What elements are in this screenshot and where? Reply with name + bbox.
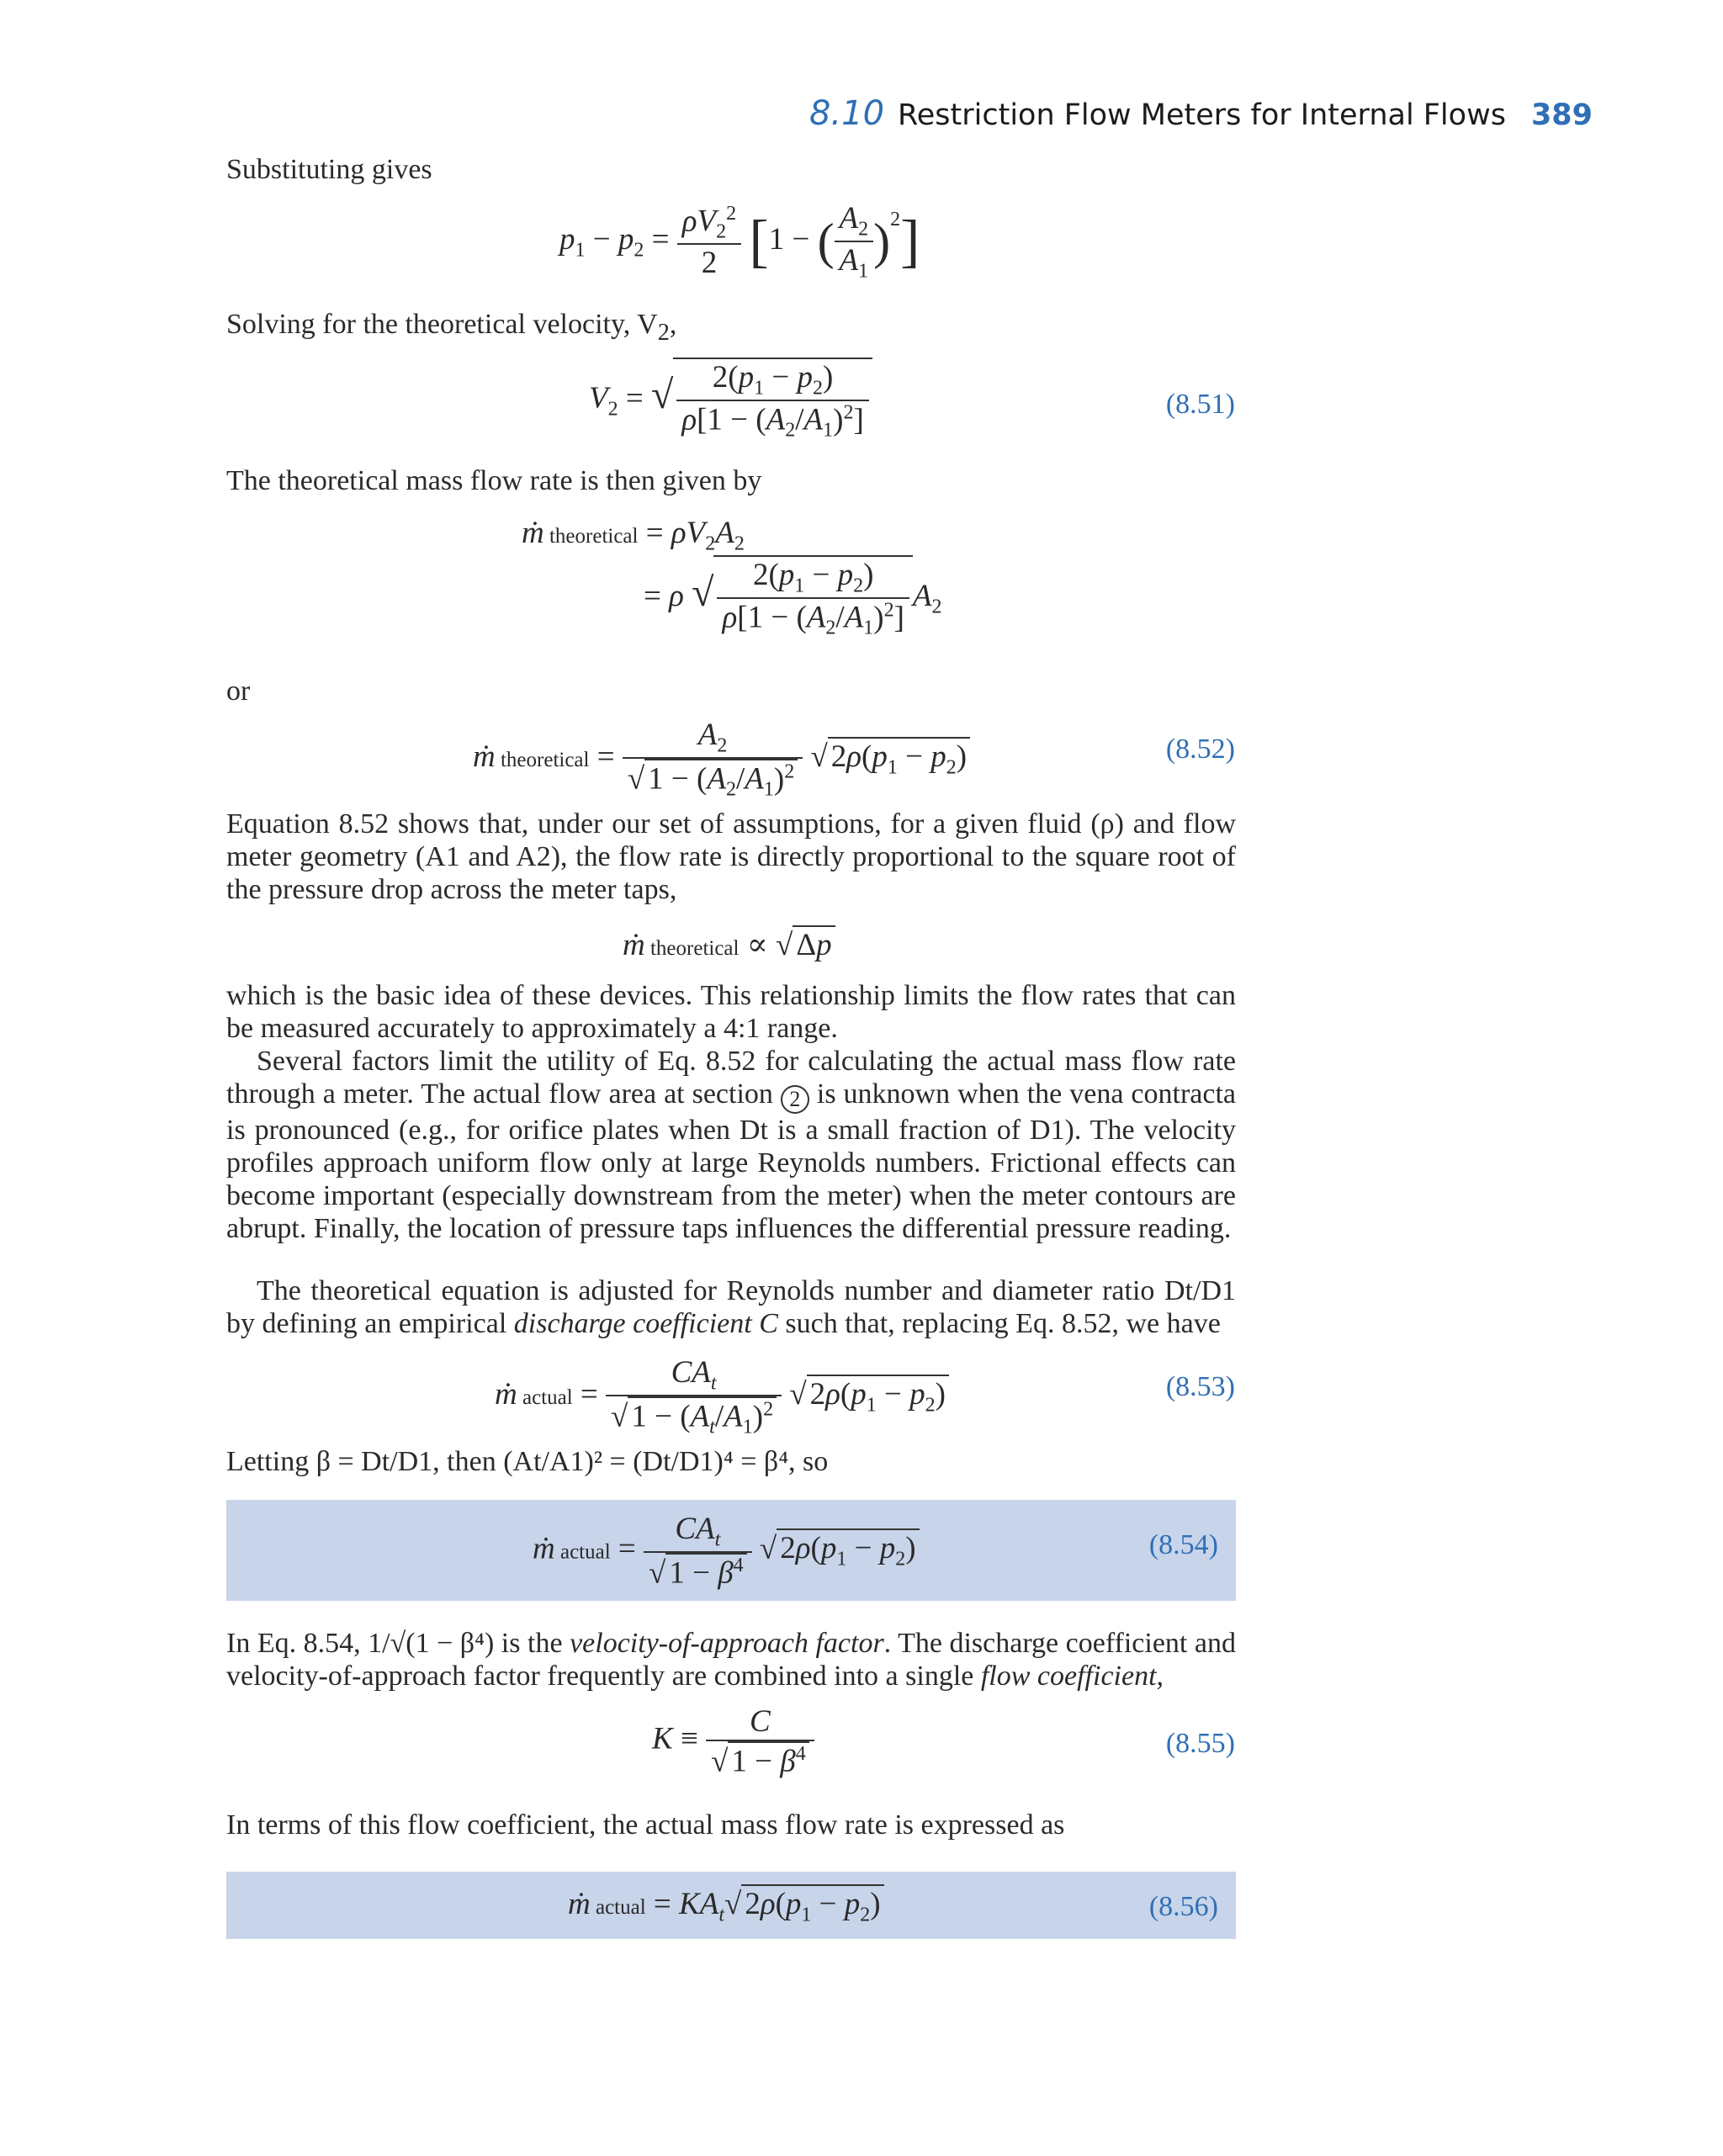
equation-mdot-rhova: ṁ theoretical = $\rho V_2A_2$: [522, 516, 745, 555]
equation-8-54: ṁ actual = $\frac{CA_t}{√ 1 - \beta^4}$ √ $2\rho(p_1 - p_2)$: [533, 1511, 920, 1592]
equation-mdot-sqrt: = ρ √ $\frac{2(p_1 - p_2)}{\rho[1 - (A_2/A_1)^2]}$ $A_2$: [644, 555, 942, 640]
equation-number-8-52: (8.52): [1165, 734, 1235, 765]
equation-8-53: ṁ actual = $\frac{CA_t}{√ 1 - (A_t/A_1)^2}$ √ $2\rho(p_1 - p_2)$: [495, 1354, 949, 1439]
paragraph-in-terms: In terms of this flow coefficient, the actual mass flow rate is expressed as: [226, 1809, 1065, 1841]
paragraph-letting-beta: Letting β = Dt/D1, then (At/A1)² = (Dt/D1)⁴ = β⁴, so: [226, 1446, 829, 1477]
equation-number-8-56: (8.56): [1148, 1891, 1218, 1922]
page-number: 389: [1530, 98, 1593, 132]
equation-8-51: $V_2$ = √ $\frac{2(p_1 - p_2)}{\rho[1 - (A_2/A_1)^2]}$: [589, 358, 872, 442]
equation-8-56: ṁ actual = $KA_t√$ $2\rho(p_1 - p_2)$: [568, 1884, 884, 1926]
paragraph-discharge-coefficient: The theoretical equation is adjusted for Reynolds number and diameter ratio Dt/D1 by defining an empirical discharge coefficient C such that, replacing Eq. 8.52, we have: [226, 1275, 1236, 1339]
equation-number-8-55: (8.55): [1165, 1728, 1235, 1759]
section-title: Restriction Flow Meters for Internal Flows: [898, 98, 1506, 132]
paragraph-basic-idea: which is the basic idea of these devices. This relationship limits the flow rates that can be measured accurately to approximately a 4:1 range.: [226, 980, 1236, 1044]
equation-number-8-53: (8.53): [1165, 1371, 1235, 1402]
equation-pressure-drop: $p_1 - p_2$ = $\frac{\rho V_2^2}{2}$ [1 − ( $\frac{A_2}{A_1}$ )$^2$]: [559, 201, 920, 283]
paragraph-or: or: [226, 675, 251, 707]
running-header: [809, 94, 1593, 133]
equation-proportional: ṁ theoretical ∝ √ Δp: [623, 925, 835, 963]
paragraph-velocity-of-approach: In Eq. 8.54, 1/√(1 − β⁴) is the velocity-of-approach factor. The discharge coefficient and velocity-of-approach factor frequently are combined into a single flow coefficient,: [226, 1628, 1236, 1692]
paragraph-solving: Solving for the theoretical velocity, $V_2$,: [226, 309, 677, 346]
equation-8-55: K ≡ $\frac{C}{√ 1 - \beta^4}$: [652, 1703, 814, 1779]
paragraph-eq852-shows: Equation 8.52 shows that, under our set of assumptions, for a given fluid (ρ) and flow meter geometry (A1 and A2), the flow rate is directly proportional to the square root of the pressure drop across the meter taps,: [226, 808, 1236, 905]
paragraph-theoretical-mass: The theoretical mass flow rate is then given by: [226, 465, 762, 496]
section-number: 8.10: [808, 94, 885, 133]
equation-number-8-54: (8.54): [1148, 1529, 1218, 1560]
equation-8-52: ṁ theoretical = $\frac{A_2}{√ 1 - (A_2/A_1)^2}$ √ $2\rho(p_1 - p_2)$: [473, 717, 970, 802]
paragraph-several-factors: Several factors limit the utility of Eq. 8.52 for calculating the actual mass flow rate through a meter. The actual flow area at section 2 is unknown when the vena contracta is pronounced (e.g., for orifice plates when Dt is a small fraction of D1). The velocity profiles approach uniform flow only at large Reynolds numbers. Frictional effects can become important (especially downstream from the meter) when the meter contours are abrupt. Finally, the location of pressure taps influences the differential pressure reading.: [226, 1046, 1236, 1244]
equation-number-8-51: (8.51): [1165, 389, 1235, 420]
paragraph-substituting: Substituting gives: [226, 154, 432, 185]
section-2-circle: 2: [781, 1085, 809, 1114]
